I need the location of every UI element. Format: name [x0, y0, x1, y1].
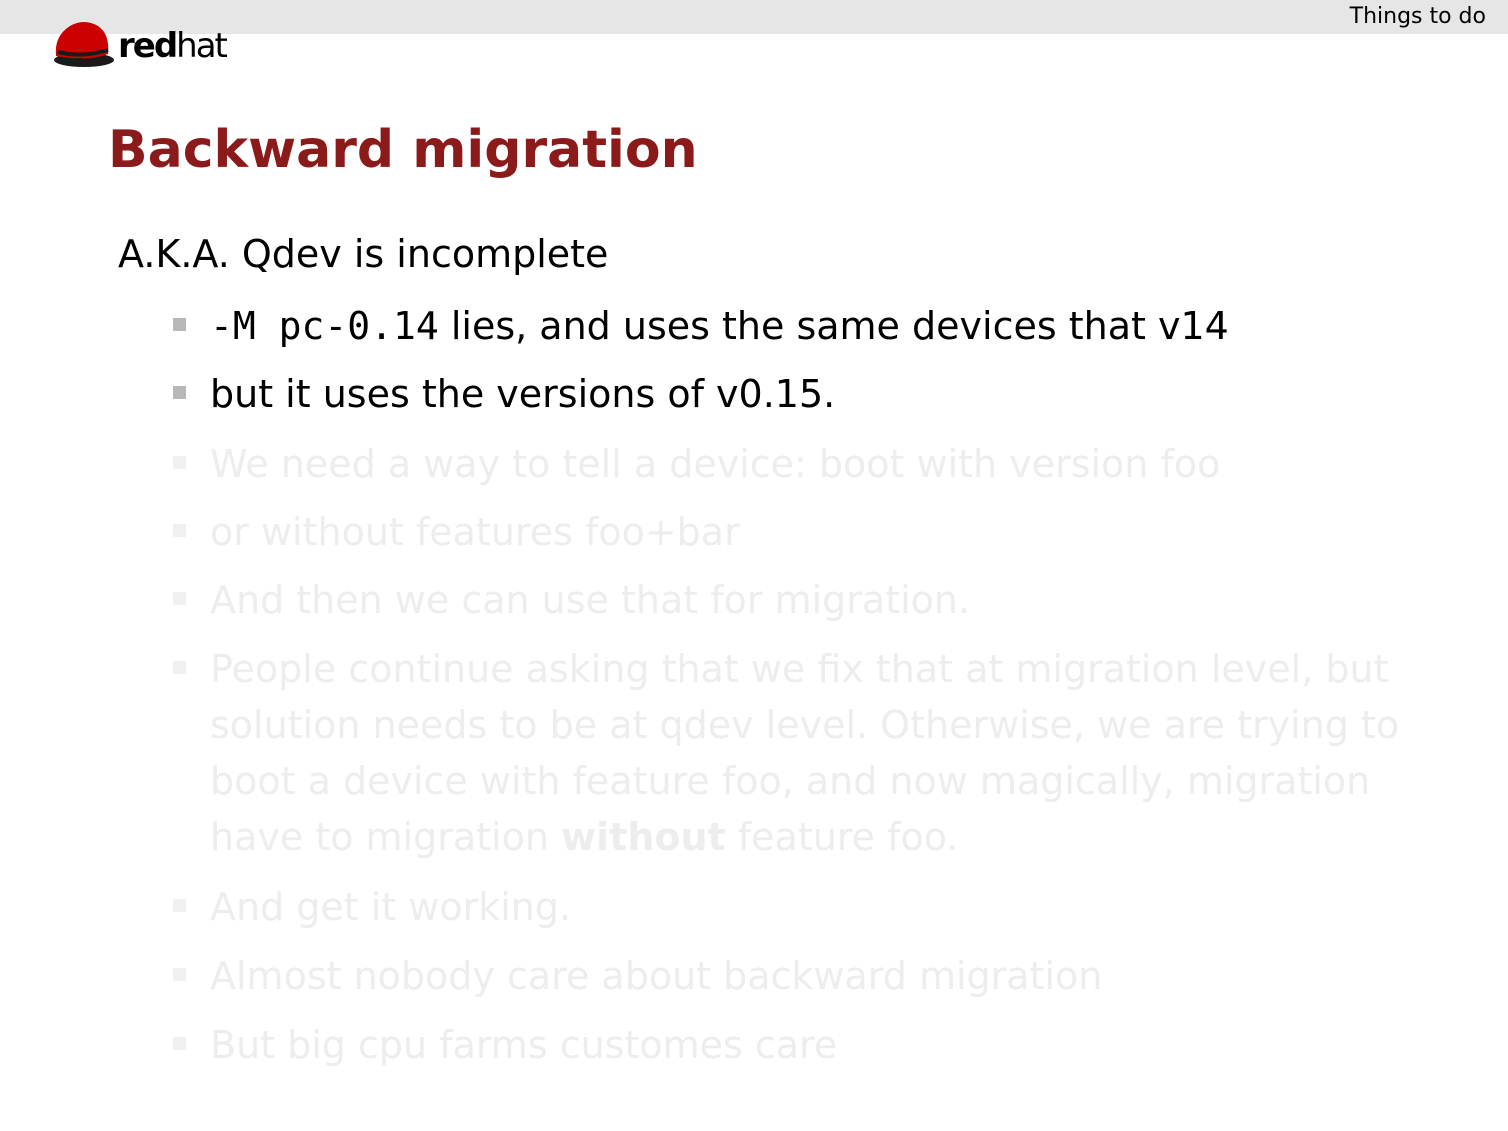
- logo-wordmark-rest: hat: [176, 26, 226, 66]
- logo-wordmark-bold: red: [118, 26, 177, 66]
- shadowman-hat-icon: [48, 18, 116, 70]
- code-snippet: -M pc-0.14: [210, 304, 439, 348]
- section-title: Things to do: [1349, 4, 1486, 29]
- list-item: But big cpu farms customes care: [210, 1023, 838, 1067]
- list-item-text: lies, and uses the same devices that v14: [438, 304, 1229, 348]
- bullet-icon: [173, 456, 186, 469]
- list-item: [210, 298, 1229, 354]
- bullet-icon: [173, 592, 186, 605]
- bullet-icon: [173, 524, 186, 537]
- logo-wordmark: [118, 26, 226, 66]
- bullet-icon: [173, 1037, 186, 1050]
- emphasis-text: without: [561, 815, 726, 859]
- bullet-icon: [173, 386, 186, 399]
- bullet-icon: [173, 318, 186, 331]
- list-item: but it uses the versions of v0.15.: [210, 372, 836, 416]
- bullet-icon: [173, 968, 186, 981]
- bullet-icon: [173, 899, 186, 912]
- list-item-text: People continue asking that we fix that at migration level, but solution needs to be at qdev level. Otherwise, we are trying to boot a device with feature foo, and now magically, migration have to migration: [210, 647, 1400, 859]
- slide-title: Backward migration: [108, 120, 698, 180]
- list-item: [210, 641, 1410, 865]
- slide-intro: A.K.A. Qdev is incomplete: [118, 232, 609, 276]
- list-item: We need a way to tell a device: boot with version foo: [210, 442, 1221, 486]
- list-item: And then we can use that for migration.: [210, 578, 971, 622]
- redhat-logo: [48, 18, 248, 74]
- bullet-icon: [173, 661, 186, 674]
- list-item: And get it working.: [210, 885, 572, 929]
- list-item-text: feature foo.: [725, 815, 959, 859]
- list-item: Almost nobody care about backward migration: [210, 954, 1103, 998]
- list-item: or without features foo+bar: [210, 510, 740, 554]
